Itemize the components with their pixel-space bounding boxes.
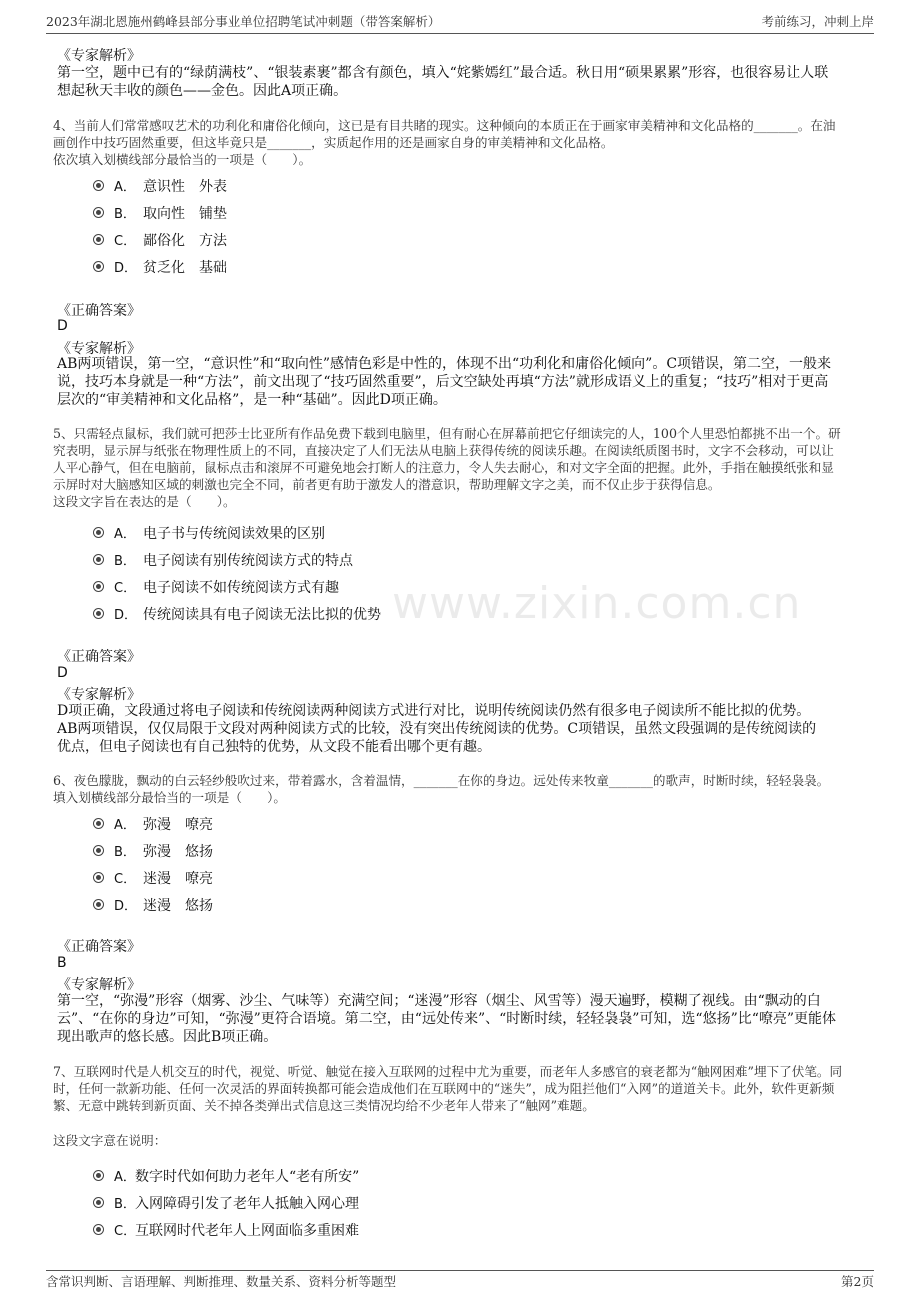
correct-answer-label: 《正确答案》 [57,303,141,319]
q4-option-b[interactable] [93,203,493,225]
option-text: 迷漫 嘹亮 [143,871,213,887]
radio-icon[interactable] [93,527,104,538]
option-letter: C． [114,234,137,249]
expert-analysis-label: 《专家解析》 [57,48,141,64]
option-letter: A． [114,818,136,833]
option-letter: C． [114,581,137,596]
option-letter: B． [114,207,136,222]
radio-icon[interactable] [93,554,104,565]
q7-stem-line: 时，任何一款新功能、任何一次灵活的界面转换都可能会造成他们在互联网中的“迷失”，成为阻拦他们“入网”的道道关卡。此外，软件更新频 [53,1081,835,1096]
watermark: www.zixin.com.cn [392,578,802,629]
option-letter: D． [114,261,138,276]
q6-stem-line: 6、夜色朦胧，飘动的白云轻纱般吹过来，带着露水，含着温情，_______在你的身边。远处传来牧童_______的歌声，时断时续，轻轻袅袅。 [53,773,830,788]
option-letter: C． [114,1224,137,1239]
q4-stem [53,117,883,168]
correct-answer-label: 《正确答案》 [57,939,141,955]
option-letter: D． [114,899,138,914]
correct-answer-label: 《正确答案》 [57,649,141,665]
q4-answer: D [57,318,68,334]
footer-divider [46,1270,874,1271]
q5-analysis [57,702,882,756]
q4-option-a[interactable] [93,176,493,198]
radio-icon[interactable] [93,180,104,191]
option-text: 传统阅读具有电子阅读无法比拟的优势 [143,607,381,623]
q3-analysis-line: 第一空，题中已有的“绿荫满枝”、“银装素裹”都含有颜色，填入“姹紫嫣红”最合适。秋日用“硕果累累”形容，也很容易让人联 [57,65,829,81]
option-letter: C． [114,872,137,887]
page-header [0,0,920,34]
q4-stem-line: 画创作中技巧固然重要，但这毕竟只是_______，实质起作用的还是画家自身的审美精神和文化品格。 [53,135,614,150]
radio-icon[interactable] [93,581,104,592]
radio-icon[interactable] [93,207,104,218]
q6-option-c[interactable] [93,868,493,890]
document-title: 2023年湖北恩施州鹤峰县部分事业单位招聘笔试冲刺题（带答案解析） [46,14,441,29]
option-text: 鄙俗化 方法 [143,233,227,249]
header-divider [46,33,874,34]
radio-icon[interactable] [93,1224,104,1235]
expert-analysis-label: 《专家解析》 [57,687,141,703]
option-text: 互联网时代老年人上网面临多重困难 [135,1223,359,1239]
expert-analysis-label: 《专家解析》 [57,977,141,993]
q4-stem-line: 依次填入划横线部分最恰当的一项是（ ）。 [53,152,312,167]
q4-stem-line: 4、当前人们常常感叹艺术的功利化和庸俗化倾向，这已是有目共睹的现实。这种倾向的本质正在于画家审美精神和文化品格的_______。在油 [53,118,836,133]
option-letter: A． [114,180,136,195]
q5-stem-line: 究表明，显示屏与纸张在物理性质上的不同，直接决定了人们无法从电脑上获得传统的阅读乐趣。在阅读纸质图书时，文字不会移动，可以让 [53,443,834,458]
footer-note: 含常识判断、言语理解、判断推理、数量关系、资料分析等题型 [46,1274,397,1289]
q7-stem-line: 繁、无意中跳转到新页面、关不掉各类弹出式信息这三类情况均给不少老年人带来了“触网”难题。 [53,1098,595,1113]
radio-icon[interactable] [93,818,104,829]
q3-analysis [57,64,877,100]
q6-analysis [57,992,882,1046]
q6-option-a[interactable] [93,814,493,836]
q4-analysis-line: AB两项错误，第一空，“意识性”和“取向性”感情色彩是中性的，体现不出“功利化和庸俗化倾向”。C项错误，第二空，一般来 [57,356,832,372]
q4-option-c[interactable] [93,230,493,252]
q6-stem [53,772,883,806]
q4-option-d[interactable] [93,257,493,279]
option-text: 电子书与传统阅读效果的区别 [143,526,325,542]
q5-option-a[interactable] [93,523,593,545]
q5-analysis-line: D项正确，文段通过将电子阅读和传统阅读两种阅读方式进行对比，说明传统阅读仍然有很多电子阅读所不能比拟的优势。 [57,703,811,719]
q4-analysis-line: 说，技巧本身就是一种“方法”，前文出现了“技巧固然重要”，后文空缺处再填“方法”就形成语义上的重复；“技巧”相对于更高 [57,374,829,390]
q4-analysis-line: 层次的“审美精神和文化品格”，是一种“基础”。因此D项正确。 [57,392,447,408]
radio-icon[interactable] [93,234,104,245]
option-text: 数字时代如何助力老年人“老有所安” [135,1169,360,1185]
q7-stem-line: 7、互联网时代是人机交互的时代，视觉、听觉、触觉在接入互联网的过程中尤为重要，而老年人多感官的衰老都为“触网困难”埋下了伏笔。同 [53,1064,843,1079]
q5-answer: D [57,665,68,681]
radio-icon[interactable] [93,899,104,910]
q4-analysis [57,355,882,409]
option-text: 电子阅读不如传统阅读方式有趣 [143,580,339,596]
q3-analysis-line: 想起秋天丰收的颜色——金色。因此A项正确。 [57,83,348,99]
q7-option-c[interactable] [93,1220,593,1242]
option-text: 入网障碍引发了老年人抵触入网心理 [135,1196,359,1212]
radio-icon[interactable] [93,608,104,619]
option-letter: A． [114,527,136,542]
radio-icon[interactable] [93,1170,104,1181]
expert-analysis-label: 《专家解析》 [57,341,141,357]
radio-icon[interactable] [93,1197,104,1208]
option-text: 电子阅读有别传统阅读方式的特点 [143,553,353,569]
q7-option-b[interactable] [93,1193,593,1215]
page-number: 第2页 [841,1274,874,1289]
q5-analysis-line: AB两项错误，仅仅局限于文段对两种阅读方式的比较，没有突出传统阅读的优势。C项错误，虽然文段强调的是传统阅读的 [57,721,817,737]
option-letter: D． [114,608,138,623]
option-text: 弥漫 嘹亮 [143,817,213,833]
q6-analysis-line: 云”、“在你的身边”可知，“弥漫”更符合语境。第二空，由“远处传来”、“时断时续，轻轻袅袅”可知，选“悠扬”比“嘹亮”更能体 [57,1011,837,1027]
q5-analysis-line: 优点，但电子阅读也有自己独特的优势，从文段不能看出哪个更有趣。 [57,739,491,755]
radio-icon[interactable] [93,872,104,883]
option-letter: B． [114,554,136,569]
q6-option-b[interactable] [93,841,493,863]
radio-icon[interactable] [93,845,104,856]
q6-stem-line: 填入划横线部分最恰当的一项是（ ）。 [53,790,286,805]
q7-prompt: 这段文字意在说明： [53,1133,167,1148]
page-footer [0,1262,920,1302]
header-slogan: 考前练习，冲刺上岸 [761,14,874,29]
q5-stem-line: 示屏时对大脑感知区域的刺激也完全不同，前者更有助于激发人的潜意识，帮助理解文字之美，而不仅止步于获得信息。 [53,477,721,492]
q6-option-d[interactable] [93,895,493,917]
option-text: 迷漫 悠扬 [143,898,213,914]
option-letter: B． [114,845,136,860]
option-letter: A． [114,1170,136,1185]
option-text: 取向性 铺垫 [143,206,227,222]
q5-option-b[interactable] [93,550,593,572]
option-text: 意识性 外表 [143,179,227,195]
option-letter: B． [114,1197,136,1212]
option-text: 弥漫 悠扬 [143,844,213,860]
q5-stem-line: 5、只需轻点鼠标，我们就可把莎士比亚所有作品免费下载到电脑里，但有耐心在屏幕前把它仔细读完的人，100个人里恐怕都挑不出一个。研 [53,426,841,441]
q5-stem-line: 人平心静气，但在电脑前，鼠标点击和滚屏不可避免地会打断人的注意力，令人失去耐心，和对文字全面的把握。此外，手指在触摸纸张和显 [53,460,834,475]
q7-stem [53,1063,883,1114]
q6-answer: B [57,955,67,971]
q6-analysis-line: 第一空，“弥漫”形容（烟雾、沙尘、气味等）充满空间；“迷漫”形容（烟尘、风雪等）漫天遍野，模糊了视线。由“飘动的白 [57,993,821,1009]
q5-stem [53,425,883,510]
q5-stem-line: 这段文字旨在表达的是（ ）。 [53,494,236,509]
radio-icon[interactable] [93,261,104,272]
option-text: 贫乏化 基础 [143,260,227,276]
q6-analysis-line: 现出歌声的悠长感。因此B项正确。 [57,1029,278,1045]
q7-option-a[interactable] [93,1166,593,1188]
